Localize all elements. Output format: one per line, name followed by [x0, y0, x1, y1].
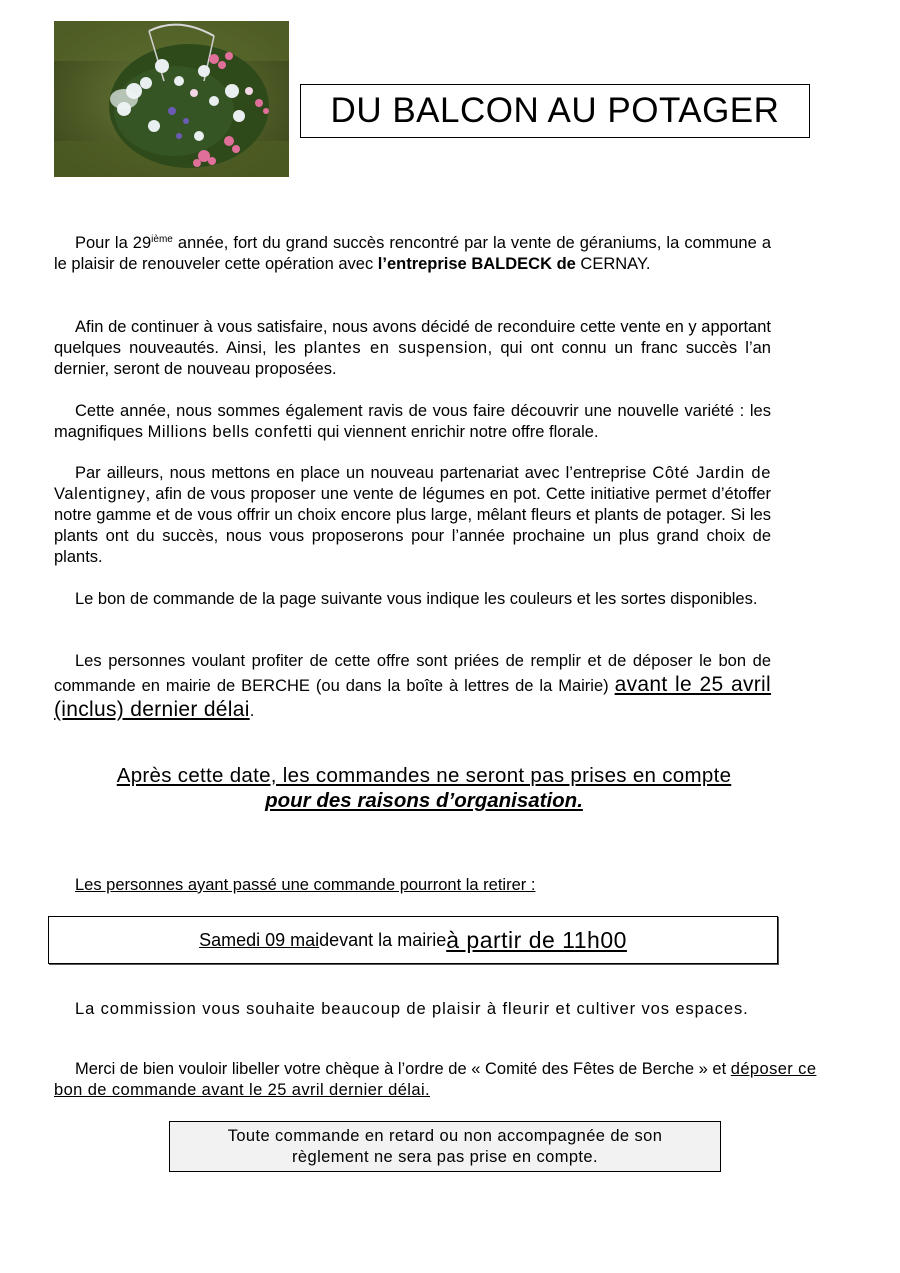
warning-line-1: Après cette date, les commandes ne seront pas prises en compte: [116, 764, 732, 787]
p1-company-name: l’entreprise BALDECK de: [377, 255, 576, 273]
pickup-intro-text: Les personnes ayant passé une commande pourront la retirer :: [75, 876, 536, 894]
page-title: DU BALCON AU POTAGER: [330, 91, 780, 130]
p2-text-c: , qui ont connu un franc succès l’an dernier, seront de nouveau proposées.: [54, 339, 771, 378]
deadline-paragraph: [54, 649, 771, 723]
warning-line-2: pour des raisons d’organisation.: [265, 789, 583, 812]
pickup-intro: [54, 875, 771, 896]
pickup-box: [48, 916, 778, 964]
partnership-paragraph: [54, 463, 771, 568]
warning-block: [54, 763, 794, 813]
p4-highlight: Côté Jardin de Valentigney: [54, 464, 771, 503]
novelties-paragraph: [54, 317, 771, 380]
p5-text: Le bon de commande de la page suivante vous indique les couleurs et les sortes disponibles.: [75, 590, 758, 608]
p4-text-c: , afin de vous proposer une vente de légumes en pot. Cette initiative permet d’étoffer notre gamme et de vous offrir un choix encore plus large, mêlant fleurs et plants de potager. Si les plants ont du succès, nous vous proposerons pour l’année prochaine un plus grand choix de plants.: [54, 485, 771, 566]
flower-basket-icon: [54, 21, 289, 177]
p3-text-c: qui viennent enrichir notre offre florale.: [312, 423, 599, 441]
p2-text-a: Afin de continuer à vous satisfaire, nous avons décidé de reconduire cette vente en y apportant quelques nouveautés. Ainsi, les: [54, 318, 771, 357]
p1-text-c: CERNAY.: [575, 255, 651, 273]
order-form-paragraph: [54, 589, 771, 610]
p6-text-a: Les personnes voulant profiter de cette offre sont priées de remplir et de déposer le bon de commande en mairie de BERCHE (ou dans la boîte à lettres de la Mairie): [54, 652, 771, 695]
p3-text-a: Cette année, nous sommes également ravis de vous faire découvrir une nouvelle variété : les magnifiques: [54, 402, 771, 441]
p4-text-a: Par ailleurs, nous mettons en place un nouveau partenariat avec l’entreprise: [75, 464, 653, 482]
pickup-time: à partir de 11h00: [446, 926, 627, 953]
flower-basket-photo: [54, 21, 289, 177]
pickup-place: devant la mairie: [319, 929, 447, 950]
note-line-2: règlement ne sera pas prise en compte.: [292, 1147, 598, 1166]
p7-text: La commission vous souhaite beaucoup de plaisir à fleurir et cultiver vos espaces.: [75, 1000, 749, 1018]
p1-text-a: Pour la 29: [75, 234, 152, 252]
late-order-note: [169, 1121, 721, 1172]
cheque-paragraph: [54, 1059, 829, 1101]
pickup-day: Samedi 09 mai: [199, 929, 320, 950]
p8-deadline: déposer ce bon de commande avant le 25 avril dernier délai.: [54, 1060, 817, 1099]
note-line-1: Toute commande en retard ou non accompagnée de son: [227, 1126, 663, 1145]
closing-paragraph: [54, 999, 771, 1020]
p6-text-c: .: [249, 702, 255, 720]
p1-text-b: année, fort du grand succès rencontré par la vente de géraniums, la commune a le plaisir de renouveler cette opération avec: [54, 234, 771, 273]
deadline-text: avant le 25 avril (inclus) dernier délai: [54, 673, 771, 721]
intro-paragraph: [54, 233, 771, 275]
title-box: [300, 84, 810, 138]
p1-superscript: ième: [151, 234, 173, 245]
p3-highlight: Millions bells confetti: [147, 423, 313, 441]
new-variety-paragraph: [54, 401, 771, 443]
p8-text-a: Merci de bien vouloir libeller votre chèque à l’ordre de « Comité des Fêtes de Berche » et: [75, 1060, 731, 1078]
p2-highlight: plantes en suspension: [303, 339, 488, 357]
